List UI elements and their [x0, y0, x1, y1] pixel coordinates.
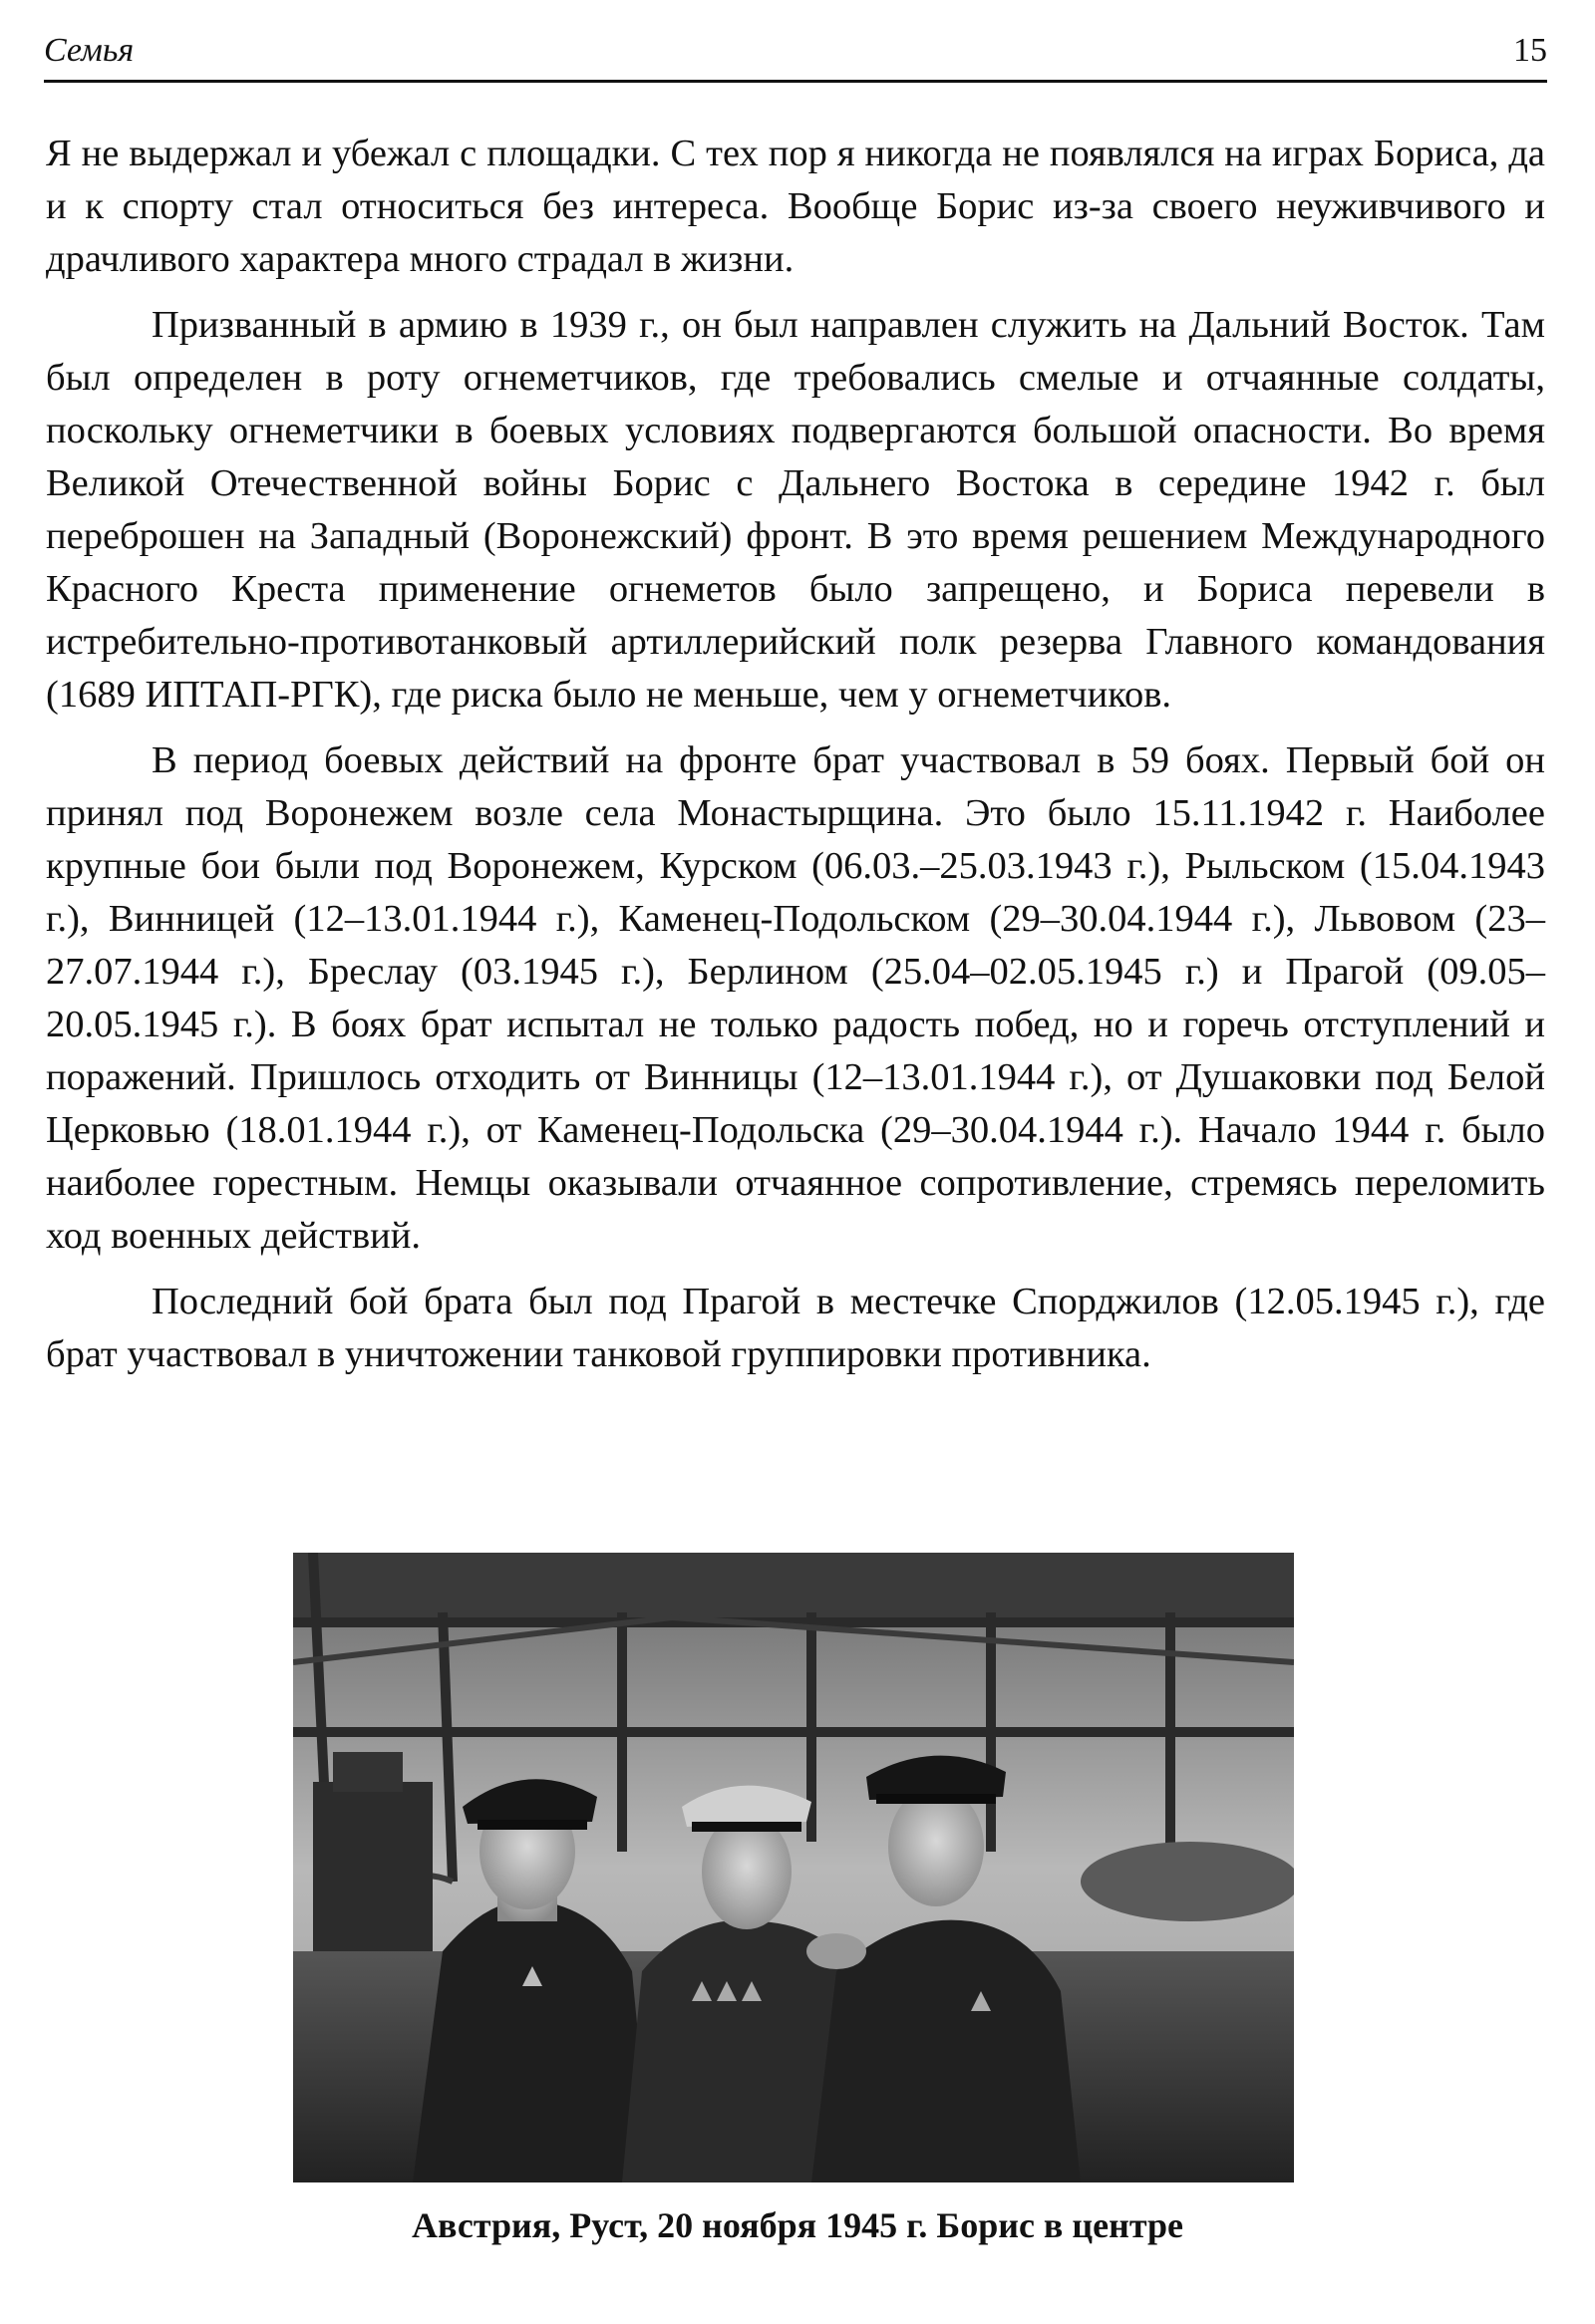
body-text [46, 128, 1545, 1394]
paragraph: Призванный в армию в 1939 г., он был направлен служить на Дальний Восток. Там был определен в роту огнеметчиков, где требовались смелые и отчаянные солдаты, поскольку огнеметчики в боевых условиях подвергаются большой опасности. Во время Великой Отечественной войны Борис с Дальнего Востока в середине 1942 г. был переброшен на Западный (Воронежский) фронт. В это время решением Международного Красного Креста применение огнеметов было запрещено, и Бориса перевели в истребительно-противотанковый артиллерийский полк резерва Главного командования (1689 ИПТАП-РГК), где риска было не меньше, чем у огнеметчиков. [46, 304, 1545, 716]
paragraph: Я не выдержал и убежал с площадки. С тех пор я никогда не появлялся на играх Бориса, да и к спорту стал относиться без интереса. Вообще Борис из-за своего неуживчивого и драчливого характера много страдал в жизни. [46, 133, 1545, 280]
photo-caption: Австрия, Руст, 20 ноября 1945 г. Борис в центре [412, 2205, 1183, 2245]
running-head: Семья [44, 32, 135, 69]
photograph [293, 1553, 1294, 2182]
page-header [44, 24, 1547, 83]
paragraph: В период боевых действий на фронте брат участвовал в 59 боях. Первый бой он принял под Воронежем возле села Монастырщина. Это было 15.11.1942 г. Наиболее крупные бои были под Воронежем, Курском (06.03.–25.03.1943 г.), Рыльском (15.04.1943 г.), Винницей (12–13.01.1944 г.), Каменец-Подольском (29–30.04.1944 г.), Львовом (23–27.07.1944 г.), Бреслау (03.1945 г.), Берлином (25.04–02.05.1945 г.) и Прагой (09.05–20.05.1945 г.). В боях брат испытал не только радость побед, но и горечь отступлений и поражений. Пришлось отходить от Винницы (12–13.01.1944 г.), от Душаковки под Белой Церковью (18.01.1944 г.), от Каменец-Подольска (29–30.04.1944 г.). Начало 1944 г. было наиболее горестным. Немцы оказывали отчаянное сопротивление, стремясь переломить ход военных действий. [46, 739, 1545, 1257]
photo-image [293, 1553, 1294, 2182]
page-number: 15 [1513, 32, 1547, 69]
paragraph: Последний бой брата был под Прагой в местечке Спорджилов (12.05.1945 г.), где брат участвовал в уничтожении танковой группировки противника. [46, 1281, 1545, 1375]
